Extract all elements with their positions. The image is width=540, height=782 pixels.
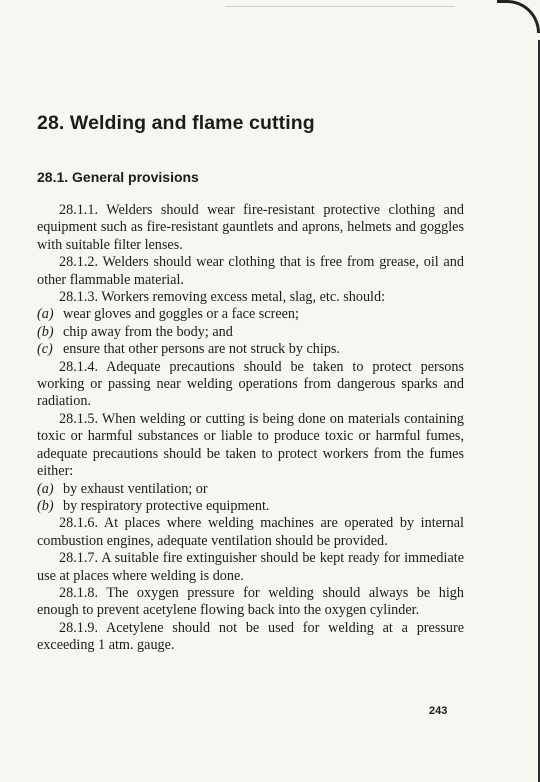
list-item [37, 341, 464, 358]
chapter-heading: 28. Welding and flame cutting [37, 112, 315, 134]
list-item-text: ensure that other persons are not struck by chips. [63, 341, 340, 358]
list-marker: (c) [37, 341, 53, 358]
paragraph: 28.1.8. The oxygen pressure for welding should always be high enough to prevent acetylene flowing back into the oxygen cylinder. [37, 584, 464, 619]
list-item [37, 481, 464, 498]
paragraph: 28.1.9. Acetylene should not be used for welding at a pressure exceeding 1 atm. gauge. [37, 619, 464, 654]
scan-artifact-line [225, 6, 455, 7]
list-item-text: by respiratory protective equipment. [63, 497, 270, 514]
page-corner-curl [497, 0, 540, 33]
list-item-text: chip away from the body; and [63, 323, 233, 340]
page-number: 243 [429, 705, 448, 717]
list-item-text: by exhaust ventilation; or [63, 480, 208, 497]
section-heading: 28.1. General provisions [37, 169, 199, 185]
list-marker: (b) [37, 323, 54, 340]
list-marker: (a) [37, 306, 54, 323]
list-item-text: wear gloves and goggles or a face screen; [63, 306, 299, 323]
list-item [37, 498, 464, 515]
paragraph: 28.1.4. Adequate precautions should be taken to protect persons working or passing near welding operations from dangerous sparks and radiation. [37, 358, 464, 410]
list-marker: (b) [37, 497, 54, 514]
paragraph: 28.1.1. Welders should wear fire-resistant protective clothing and equipment such as fire-resistant gauntlets and aprons, helmets and goggles with suitable filter lenses. [37, 202, 464, 253]
paragraph: 28.1.7. A suitable fire extinguisher should be kept ready for immediate use at places where welding is done. [37, 550, 464, 584]
list-item [37, 306, 464, 323]
paragraph: 28.1.5. When welding or cutting is being done on materials containing toxic or harmful substances or liable to produce toxic or harmful fumes, adequate precautions should be taken to protect workers from the fumes either: [37, 410, 464, 480]
list-marker: (a) [37, 480, 54, 497]
body-text [37, 202, 464, 655]
paragraph: 28.1.3. Workers removing excess metal, slag, etc. should: [59, 289, 386, 306]
paragraph: 28.1.2. Welders should wear clothing that is free from grease, oil and other flammable material. [37, 254, 464, 288]
paragraph: 28.1.6. At places where welding machines are operated by internal combustion engines, adequate ventilation should be provided. [37, 515, 464, 549]
list-item [37, 324, 464, 341]
